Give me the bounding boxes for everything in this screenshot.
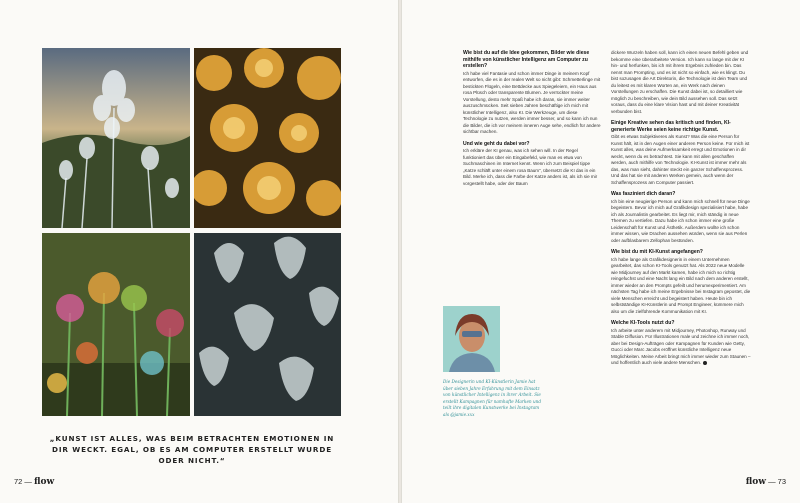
left-page <box>0 0 398 503</box>
interview-answer: Ich habe viel Fantasie und schon immer Dinge in meinem Kopf entworfen, die es in der realen Welt so nicht gibt: Schmetterlinge mit bestickten Flügeln, eine Bettdecke aus Spiegeleiern, ein Haus aus rosa Plüsch oder transparente Blumen. Je verrückter meine Vorstellung, desto mehr Spaß habe ich daran, sie immer weiter auszuschmücken. Seit sieben Jahren beschäftige ich mich mit künstlicher Intelligenz, also KI. Die Werkzeuge, um diese Technologie zu nutzen, werden immer besser, und so kann ich nun die Bilder, die ich vor meinem inneren Auge sehe, endlich für andere sichtbar machen. <box>463 70 601 135</box>
qa-block <box>611 320 751 367</box>
qa-block <box>463 141 601 188</box>
interview-question: Wie bist du mit KI-Kunst angefangen? <box>611 249 703 256</box>
photo-clear-glass-tulips <box>194 233 341 416</box>
page-number-right: flow — 73 <box>745 477 786 487</box>
pull-quote: „KUNST IST ALLES, WAS BEIM BETRACHTEN EMOTIONEN IN DIR WECKT. EGAL, OB ES AM COMPUTER ERSTELLT WURDE ODER NICHT.“ <box>49 434 335 465</box>
artist-portrait-photo <box>443 306 500 372</box>
interview-answer: Ich arbeite unter anderem mit Midjourney, Photoshop, Runway und Stable Diffusion. Für Illustrationen male und zeichne ich immer noch, aber bei Design-Aufträgen oder Kampagnen für Kunden wie Getty, Gucci oder Marc Jacobs eröffnet künstliche Intelligenz neue Möglichkeiten. Meine Arbeit bringt mich immer wieder zum Staunen – und hoffentlich auch viele andere Menschen. <box>611 327 751 366</box>
qa-block <box>611 191 751 244</box>
photo-golden-glass-blossoms <box>194 48 341 228</box>
page-number-left: 72 — flow <box>14 477 55 487</box>
interview-question: Welche KI-Tools nutzt du? <box>611 320 675 327</box>
page-number: 72 <box>14 477 23 486</box>
interview-answer: Ich bin eine neugierige Person und kann mich schnell für neue Dinge begeistern. Bevor ich mich auf Grafikdesign spezialisiert habe, habe ich als Journalistin gearbeitet. Es liegt mir, mich ständig in neue Themen zu vertiefen. Dazu habe ich schon immer eine große Leidenschaft für Kunst und Ästhetik. Außerdem wollte ich schon immer wissen, wie Drachen aussehen würden, wenn sie aus Perlen oder aufblasbarem Zellophan bestünden. <box>611 198 750 243</box>
interview-question: Wie bist du auf die Idee gekommen, Bilder wie diese mithilfe von künstlicher Intelligenz am Computer zu erstellen? <box>463 50 590 70</box>
photo-glass-bluebells-dusk <box>42 48 190 228</box>
brand-logo: flow <box>745 477 766 487</box>
interview-question: Was fasziniert dich daran? <box>611 191 676 198</box>
interview-question: Einige Kreative sehen das kritisch und finden, KI-generierte Werke seien keine richtige Kunst. <box>611 120 731 133</box>
interview-answer: Ich erkläre der KI genau, was ich sehen will. In der Regel funktioniert das über ein Eingabefeld, wie man es etwa von Suchmaschinen im Internet kennt. Wenn ich zum Beispiel tippe „Katze schläft unter einem rosa Baum“, übersetzt die KI das in ein Bild. Merke ich, dass die Farbe der Katze anders ist, als ich sie mir vorgestellt habe, oder der Baum <box>463 148 598 186</box>
text-column-2 <box>611 50 751 372</box>
interview-answer: dickere Wurzeln haben soll, kann ich einen neuen Befehl geben und bekomme eine überarbeitete Version. Ich kann so lange mit der KI hin- und herfunken, bis ich mit ihrem Ergebnis zufrieden bin. Das nennt man Prompting, und es ist nicht so einfach, wie es klingt. Du bist sozusagen die Art Direktorin, die Technologie ist dein Team und du leitest es mit klaren Worten an, ein Werk nach deinen Vorstellungen zu erschaffen. Die Kunst dabei ist, so detailliert wie möglich zu beschreiben, wie dein Bild aussehen soll. Das setzt voraus, dass du eine klare Vision hast und mit deiner Kreativität verbunden bist. <box>611 50 749 114</box>
qa-block <box>611 120 751 186</box>
portrait-caption: Die Designerin und KI-Künstlerin Jamie hat über sieben Jahre Erfahrung mit dem Einsatz von künstlicher Intelligenz in ihrer Arbeit. Sie erstellt Kampagnen für namhafte Marken und teilt ihre digitalen Kunstwerke bei Instagram als @jamie.xxx <box>443 379 542 417</box>
page-number: 73 <box>777 477 786 486</box>
photo-colorful-glass-flowers-forest <box>42 233 190 416</box>
interview-answer: Ich habe lange als Grafikdesignerin in einem Unternehmen gearbeitet, das schon KI-Tools genutzt hat. Als 2022 neue Modelle wie Midjourney auf den Markt kamen, habe ich mich so richtig reingefuchst und eine Nacht lang ein Bild nach dem anderen erstellt, immer wieder an den Prompts gefeilt und herumexperimentiert. Am nächsten Tag habe ich meine Ergebnisse bei Instagram gepostet, die viele Menschen erreicht und begeistert haben. Heute bin ich selbstständige KI-Künstlerin und Prompt Engineer, kümmere mich also um die zielführende Kommunikation mit KI. <box>611 256 751 314</box>
interview-question: Und wie geht du dabei vor? <box>463 140 530 147</box>
interview-answer: Gibt es etwas Subjektiveres als Kunst? Was die eine Person für Kunst hält, ist in den Augen einer anderen Person keine. Für mich ist Kunst alles, was deine Aufmerksamkeit erregt und Emotionen in dir weckt, wenn du es betrachtest. Sie kann mit allen geschaffen werden, auch mithilfe von Technologie. KI-Kunst ist immer mehr als das, was man sieht, dahinter steckt ein ganzer Schaffensprozess. Und das hat sie mit anderen Werken gemein, auch wenn der Schaffensprozess am Computer passiert. <box>611 134 750 185</box>
text-column-1 <box>463 50 601 192</box>
qa-block <box>611 249 751 315</box>
brand-logo: flow <box>34 477 55 487</box>
end-of-article-mark <box>703 361 707 365</box>
qa-block <box>463 50 601 136</box>
